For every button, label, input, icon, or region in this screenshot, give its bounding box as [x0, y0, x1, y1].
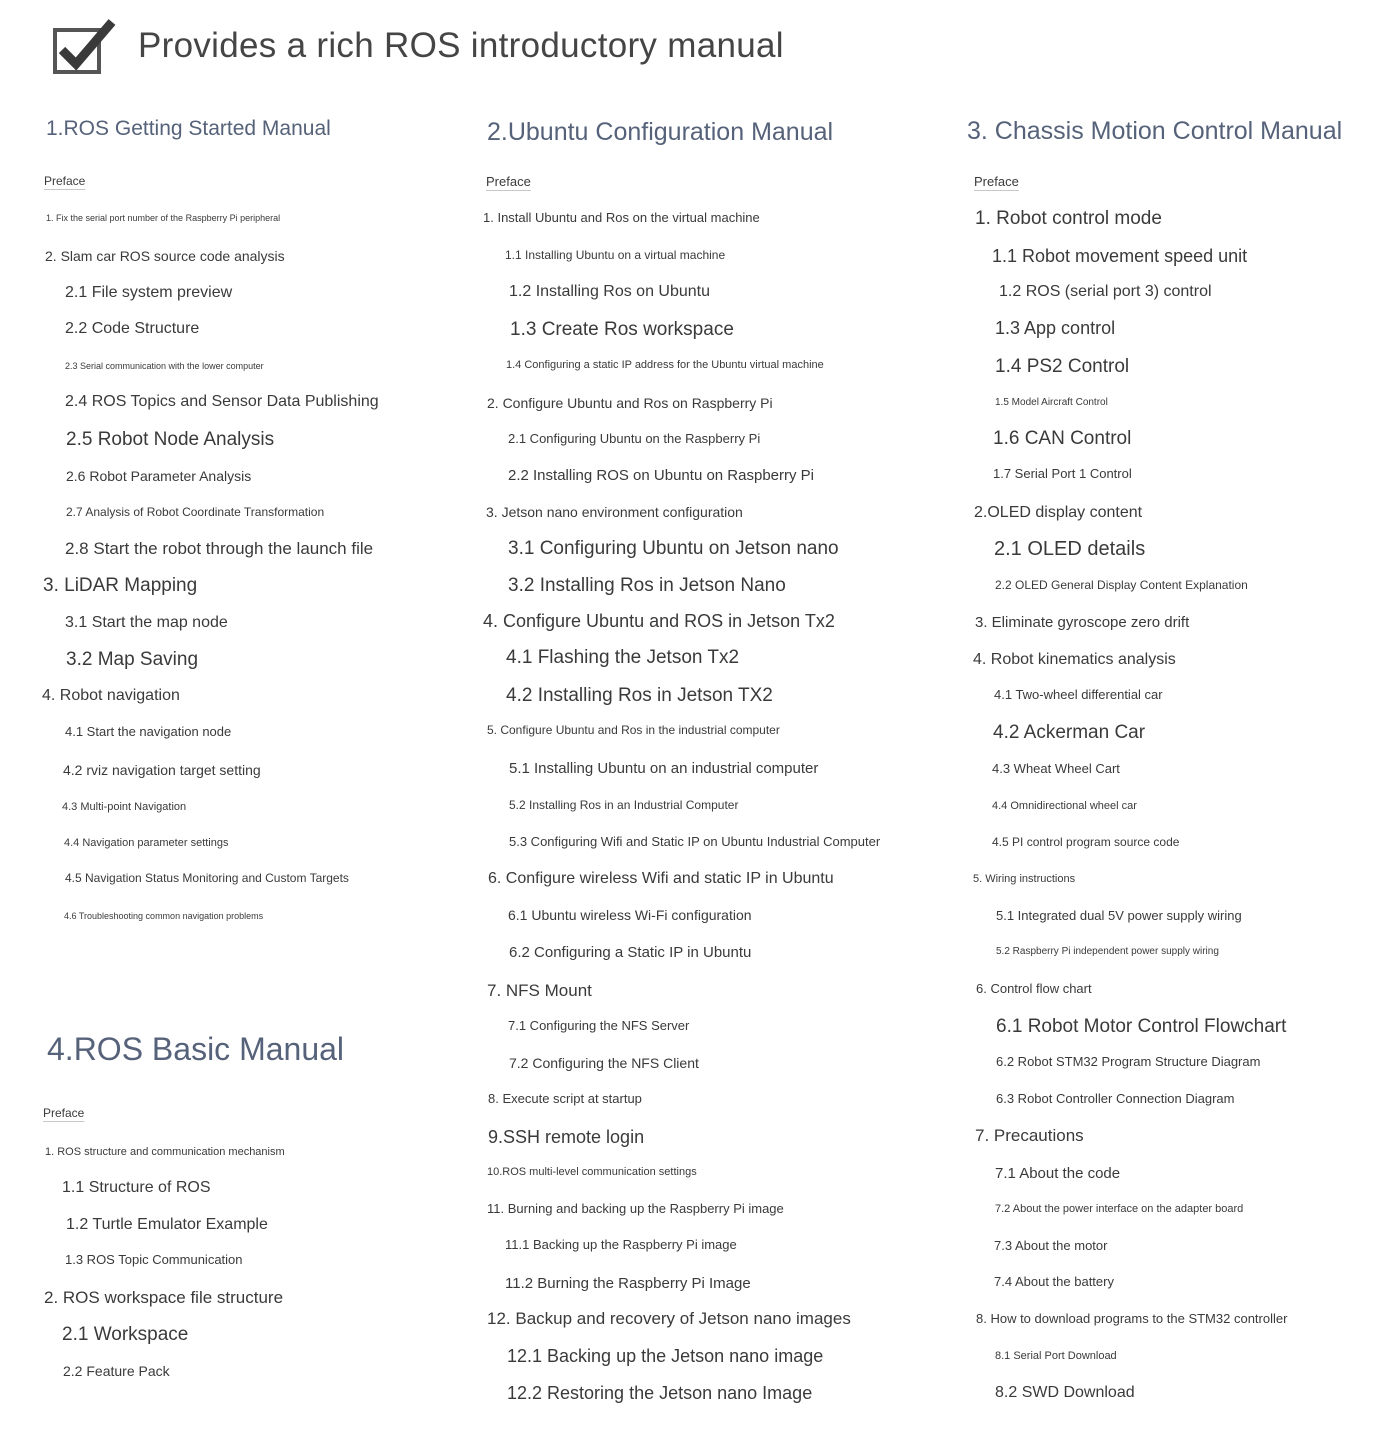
toc-item[interactable]: 3.1 Configuring Ubuntu on Jetson nano — [508, 538, 839, 559]
toc-item[interactable]: 2.OLED display content — [974, 504, 1143, 521]
toc-item[interactable]: 2.1 Workspace — [62, 1324, 189, 1345]
toc-item[interactable]: 2.2 Installing ROS on Ubuntu on Raspberry Pi — [508, 467, 814, 484]
toc-item[interactable]: 5.1 Installing Ubuntu on an industrial computer — [509, 760, 819, 777]
toc-item[interactable]: 4.3 Wheat Wheel Cart — [992, 761, 1120, 776]
toc-item[interactable]: Preface — [43, 1106, 85, 1120]
page-header — [52, 14, 784, 78]
toc-item[interactable]: 4.1 Flashing the Jetson Tx2 — [506, 647, 740, 668]
toc-item[interactable]: 1. ROS structure and communication mechanism — [45, 1146, 285, 1158]
toc-item[interactable]: 7. NFS Mount — [487, 981, 592, 1000]
toc-item[interactable]: 3. Eliminate gyroscope zero drift — [975, 614, 1190, 631]
toc-item[interactable]: 7.2 Configuring the NFS Client — [509, 1055, 699, 1071]
toc-item[interactable]: 2.7 Analysis of Robot Coordinate Transformation — [66, 505, 325, 519]
toc-item[interactable]: 5.3 Configuring Wifi and Static IP on Ubuntu Industrial Computer — [509, 834, 881, 849]
toc-item[interactable]: 4.5 Navigation Status Monitoring and Custom Targets — [65, 871, 349, 885]
toc-item[interactable]: 11.2 Burning the Raspberry Pi Image — [505, 1275, 751, 1292]
toc-item[interactable]: Preface — [44, 174, 86, 188]
toc-item[interactable]: 4.2 rviz navigation target setting — [63, 762, 261, 778]
toc-item[interactable]: 2.2 Feature Pack — [63, 1363, 170, 1379]
toc-item[interactable]: 5.2 Raspberry Pi independent power supply wiring — [996, 946, 1219, 957]
toc-item[interactable]: 1. Install Ubuntu and Ros on the virtual machine — [483, 210, 760, 225]
manual-title: 2.Ubuntu Configuration Manual — [487, 118, 834, 146]
toc-item[interactable]: 2. Configure Ubuntu and Ros on Raspberry Pi — [487, 395, 773, 411]
toc-item[interactable]: 12.2 Restoring the Jetson nano Image — [507, 1383, 813, 1403]
toc-item[interactable]: 2. Slam car ROS source code analysis — [45, 248, 285, 264]
toc-item[interactable]: 7.1 Configuring the NFS Server — [508, 1018, 690, 1033]
toc-item[interactable]: 1.4 PS2 Control — [995, 356, 1130, 377]
toc-item[interactable]: 8.1 Serial Port Download — [995, 1350, 1117, 1362]
toc-item[interactable]: 2.8 Start the robot through the launch file — [65, 539, 374, 558]
toc-item[interactable]: 6.2 Robot STM32 Program Structure Diagram — [996, 1054, 1261, 1069]
toc-item[interactable]: 3. LiDAR Mapping — [43, 575, 198, 596]
toc-item[interactable]: 4.1 Start the navigation node — [65, 724, 232, 739]
toc-item[interactable]: 1.4 Configuring a static IP address for the Ubuntu virtual machine — [506, 359, 824, 371]
toc-item[interactable]: 2.1 OLED details — [994, 538, 1146, 560]
toc-item[interactable]: 1. Fix the serial port number of the Raspberry Pi peripheral — [46, 213, 281, 223]
toc-item[interactable]: 4.2 Ackerman Car — [993, 722, 1146, 743]
toc-item[interactable]: 3.1 Start the map node — [65, 614, 228, 631]
toc-item[interactable]: 4. Configure Ubuntu and ROS in Jetson Tx2 — [483, 611, 835, 631]
toc-item[interactable]: 7. Precautions — [975, 1126, 1084, 1145]
manual-title: 1.ROS Getting Started Manual — [46, 117, 331, 140]
toc-item[interactable]: 1.3 App control — [995, 318, 1116, 338]
toc-item[interactable]: 1.1 Structure of ROS — [62, 1179, 211, 1196]
toc-item[interactable]: 1.2 ROS (serial port 3) control — [999, 283, 1212, 300]
toc-item[interactable]: 6.3 Robot Controller Connection Diagram — [996, 1091, 1235, 1106]
toc-item[interactable]: 7.4 About the battery — [994, 1274, 1114, 1289]
toc-item[interactable]: 2.1 Configuring Ubuntu on the Raspberry Pi — [508, 431, 761, 446]
toc-item[interactable]: 7.3 About the motor — [994, 1238, 1108, 1253]
toc-item[interactable]: 9.SSH remote login — [488, 1127, 645, 1147]
toc-item[interactable]: 1.5 Model Aircraft Control — [995, 397, 1108, 408]
toc-item[interactable]: 6.1 Ubuntu wireless Wi-Fi configuration — [508, 907, 752, 923]
toc-item[interactable]: 4. Robot navigation — [42, 687, 180, 704]
toc-item[interactable]: 8.2 SWD Download — [995, 1384, 1135, 1401]
toc-item[interactable]: 1.3 Create Ros workspace — [510, 319, 734, 340]
toc-item[interactable]: 1.1 Installing Ubuntu on a virtual machine — [505, 248, 726, 262]
page-title: Provides a rich ROS introductory manual — [138, 26, 784, 65]
toc-item[interactable]: 2.1 File system preview — [65, 284, 233, 301]
toc-item[interactable]: 4.1 Two-wheel differential car — [994, 687, 1163, 702]
manual-title: 3. Chassis Motion Control Manual — [967, 117, 1343, 145]
toc-item[interactable]: 2.5 Robot Node Analysis — [66, 429, 275, 450]
checkbox-checked-icon — [52, 16, 116, 76]
toc-item[interactable]: 7.2 About the power interface on the adapter board — [995, 1203, 1244, 1215]
toc-item[interactable]: 4.2 Installing Ros in Jetson TX2 — [506, 685, 773, 706]
toc-item[interactable]: 7.1 About the code — [995, 1165, 1121, 1182]
toc-item[interactable]: 6.1 Robot Motor Control Flowchart — [996, 1016, 1287, 1037]
toc-item[interactable]: 5. Wiring instructions — [973, 873, 1076, 885]
toc-item[interactable]: 3. Jetson nano environment configuration — [486, 504, 743, 520]
toc-item[interactable]: 2.3 Serial communication with the lower computer — [65, 361, 264, 371]
toc-item[interactable]: 4.4 Omnidirectional wheel car — [992, 800, 1137, 812]
toc-item[interactable]: 2. ROS workspace file structure — [44, 1288, 284, 1307]
toc-item[interactable]: 2.4 ROS Topics and Sensor Data Publishing — [65, 393, 379, 410]
toc-item[interactable]: 5.1 Integrated dual 5V power supply wiring — [996, 908, 1242, 923]
toc-item[interactable]: 3.2 Map Saving — [66, 649, 199, 670]
toc-item[interactable]: 1.2 Turtle Emulator Example — [66, 1216, 268, 1233]
toc-item[interactable]: 1.6 CAN Control — [993, 428, 1132, 449]
toc-item[interactable]: 4. Robot kinematics analysis — [973, 651, 1176, 668]
toc-item[interactable]: 8. Execute script at startup — [488, 1091, 642, 1106]
toc-item[interactable]: 4.3 Multi-point Navigation — [62, 801, 187, 813]
toc-item[interactable]: 5. Configure Ubuntu and Ros in the industrial computer — [487, 723, 780, 737]
toc-item[interactable]: Preface — [974, 174, 1019, 189]
toc-item[interactable]: 4.5 PI control program source code — [992, 835, 1180, 849]
toc-item[interactable]: 2.2 OLED General Display Content Explanation — [995, 578, 1248, 592]
toc-item[interactable]: 8. How to download programs to the STM32 controller — [976, 1311, 1288, 1326]
toc-item[interactable]: 2.6 Robot Parameter Analysis — [66, 468, 252, 484]
toc-item[interactable]: 2.2 Code Structure — [65, 320, 200, 337]
toc-item[interactable]: 1.7 Serial Port 1 Control — [993, 466, 1132, 481]
toc-item[interactable]: 6.2 Configuring a Static IP in Ubuntu — [509, 944, 752, 961]
toc-item[interactable]: 12.1 Backing up the Jetson nano image — [507, 1346, 824, 1366]
toc-item[interactable]: 6. Control flow chart — [976, 981, 1092, 996]
manual-title: 4.ROS Basic Manual — [47, 1031, 345, 1067]
toc-item[interactable]: 5.2 Installing Ros in an Industrial Computer — [509, 798, 739, 812]
toc-item[interactable]: 4.6 Troubleshooting common navigation problems — [64, 911, 264, 921]
toc-item[interactable]: 11. Burning and backing up the Raspberry Pi image — [487, 1201, 784, 1216]
toc-item[interactable]: 10.ROS multi-level communication settings — [487, 1166, 697, 1178]
toc-item[interactable]: 1.3 ROS Topic Communication — [65, 1252, 243, 1267]
toc-item[interactable]: 1.2 Installing Ros on Ubuntu — [509, 283, 711, 300]
toc-item[interactable]: 12. Backup and recovery of Jetson nano images — [487, 1309, 851, 1328]
toc-item[interactable]: 1. Robot control mode — [975, 208, 1162, 229]
toc-item[interactable]: 3.2 Installing Ros in Jetson Nano — [508, 575, 786, 596]
toc-item[interactable]: Preface — [486, 174, 531, 189]
toc-item[interactable]: 4.4 Navigation parameter settings — [64, 837, 229, 849]
toc-item[interactable]: 11.1 Backing up the Raspberry Pi image — [505, 1237, 737, 1252]
toc-item[interactable]: 1.1 Robot movement speed unit — [992, 246, 1248, 266]
toc-item[interactable]: 6. Configure wireless Wifi and static IP in Ubuntu — [488, 870, 834, 887]
